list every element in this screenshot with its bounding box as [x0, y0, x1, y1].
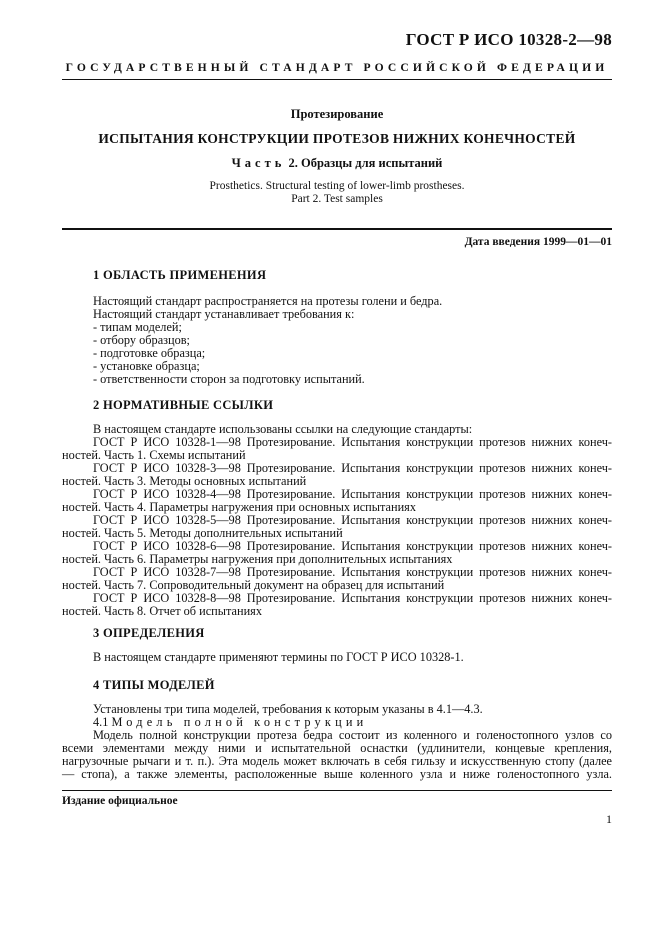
list-item: - подготовке образца;: [93, 346, 206, 360]
title-english-line1: Prosthetics. Structural testing of lower-limb prostheses.: [209, 180, 465, 192]
title-english: [62, 180, 612, 206]
section4-body: [62, 702, 612, 781]
section1-title: 1 ОБЛАСТЬ ПРИМЕНЕНИЯ: [93, 268, 267, 282]
ref-line1: ГОСТ Р ИСО 10328-8—98 Протезирование. Испытания конструкции протезов нижних конеч-: [93, 591, 612, 605]
section3-p1: В настоящем стандарте применяют термины по ГОСТ Р ИСО 10328-1.: [93, 650, 464, 664]
ref-line2: ностей. Часть 6. Параметры нагружения при дополнительных испытаниях: [62, 552, 453, 566]
edition-official: Издание официальное: [62, 795, 178, 807]
ref-line2: ностей. Часть 8. Отчет об испытаниях: [62, 604, 262, 618]
top-rule: [62, 79, 612, 80]
title-small: Протезирование: [290, 107, 384, 121]
ref-line1: ГОСТ Р ИСО 10328-6—98 Протезирование. Испытания конструкции протезов нижних конеч-: [93, 539, 612, 553]
section2-body: [62, 422, 612, 618]
ref-line2: ностей. Часть 4. Параметры нагружения при основных испытаниях: [62, 500, 416, 514]
section3-title: 3 ОПРЕДЕЛЕНИЯ: [93, 626, 205, 640]
ref-line2: ностей. Часть 7. Сопроводительный документ на образец для испытаний: [62, 578, 445, 592]
ref-line1: ГОСТ Р ИСО 10328-7—98 Протезирование. Испытания конструкции протезов нижних конеч-: [93, 565, 612, 579]
section4-line: Модель полной конструкции протеза бедра состоит из коленного и голеностопного узлов со: [93, 728, 612, 742]
page-number: 1: [606, 812, 612, 826]
title-part: [62, 156, 612, 171]
section4-title: 4 ТИПЫ МОДЕЛЕЙ: [93, 678, 215, 692]
part-word: Часть: [231, 156, 286, 170]
section4-line: всеми элементами между ними и испытательной оснастки (удлинители, концевые крепления,: [62, 741, 612, 755]
list-item: - установке образца;: [93, 359, 200, 373]
section2-intro: В настоящем стандарте использованы ссылки на следующие стандарты:: [93, 422, 473, 436]
ref-line2: ностей. Часть 3. Методы основных испытаний: [62, 474, 307, 488]
date-intro: Дата введения 1999—01—01: [464, 236, 612, 248]
list-item: - типам моделей;: [93, 320, 182, 334]
ref-line2: ностей. Часть 5. Методы дополнительных испытаний: [62, 526, 343, 540]
ref-line2: ностей. Часть 1. Схемы испытаний: [62, 448, 246, 462]
section4-line: — стопа), а также элементы, расположенные выше коленного узла и ниже голеностопного узла.: [62, 767, 612, 781]
section1-body: [93, 295, 442, 386]
ref-line1: ГОСТ Р ИСО 10328-3—98 Протезирование. Испытания конструкции протезов нижних конеч-: [93, 461, 612, 475]
middle-rule: [62, 228, 612, 230]
subsection-title: Модель полной конструкции: [111, 715, 368, 729]
list-item: - ответственности сторон за подготовку испытаний.: [93, 372, 365, 386]
section4-p1: Установлены три типа моделей, требования к которым указаны в 4.1—4.3.: [93, 702, 483, 716]
bottom-rule: [62, 790, 612, 791]
state-standard-heading: ГОСУДАРСТВЕННЫЙ СТАНДАРТ РОССИЙСКОЙ ФЕДЕРАЦИИ: [65, 61, 609, 74]
list-item: - отбору образцов;: [93, 333, 190, 347]
subsection-number: 4.1: [93, 715, 109, 729]
ref-line1: ГОСТ Р ИСО 10328-4—98 Протезирование. Испытания конструкции протезов нижних конеч-: [93, 487, 612, 501]
ref-line1: ГОСТ Р ИСО 10328-5—98 Протезирование. Испытания конструкции протезов нижних конеч-: [93, 513, 612, 527]
title-english-line2: Part 2. Test samples: [291, 193, 383, 205]
part-rest: 2. Образцы для испытаний: [288, 156, 443, 170]
ref-line1: ГОСТ Р ИСО 10328-1—98 Протезирование. Испытания конструкции протезов нижних конеч-: [93, 435, 612, 449]
gost-code: ГОСТ Р ИСО 10328-2—98: [405, 30, 612, 49]
section2-title: 2 НОРМАТИВНЫЕ ССЫЛКИ: [93, 398, 274, 412]
section1-p2: Настоящий стандарт устанавливает требования к:: [93, 307, 355, 321]
section4-line: нагрузочные рычаги и т. п.). Эта модель может включать в себя гильзу и искусственную стопу (далее: [62, 754, 612, 768]
title-main: ИСПЫТАНИЯ КОНСТРУКЦИИ ПРОТЕЗОВ НИЖНИХ КОНЕЧНОСТЕЙ: [98, 131, 576, 146]
section1-p1: Настоящий стандарт распространяется на протезы голени и бедра.: [93, 294, 443, 308]
